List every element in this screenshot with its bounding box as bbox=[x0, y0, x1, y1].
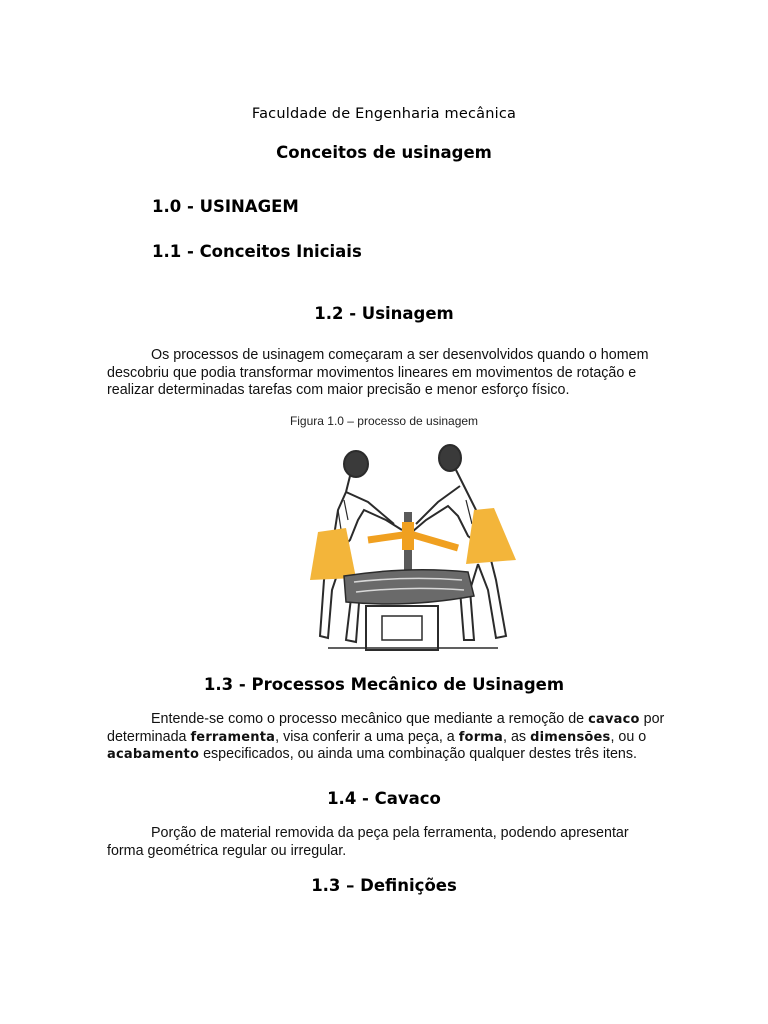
document-title: Conceitos de usinagem bbox=[276, 143, 492, 162]
term-dimensoes: dimensões bbox=[530, 729, 611, 745]
section-heading-1-2: 1.2 - Usinagem bbox=[314, 304, 454, 323]
paragraph-processos-text-2: por determinada bbox=[107, 711, 665, 745]
drill-grip-shape bbox=[402, 522, 414, 550]
section-heading-1-1: 1.1 - Conceitos Iniciais bbox=[152, 242, 362, 261]
paragraph-processos-text-4: , as bbox=[503, 728, 531, 745]
paragraph-processos-text-6: especificados, ou ainda uma combinação qualquer destes três itens. bbox=[199, 746, 637, 762]
term-acabamento: acabamento bbox=[107, 747, 200, 762]
paragraph-usinagem-text: Os processos de usinagem começaram a ser desenvolvidos quando o homem descobriu que podia transformar movimentos lineares em movimentos de rotação e realizar determinadas tarefas com maior precisão e menor esforço físico. bbox=[107, 347, 649, 398]
institution-name: Faculdade de Engenharia mecânica bbox=[251, 106, 517, 122]
term-forma: forma bbox=[458, 729, 504, 745]
paragraph-cavaco bbox=[107, 825, 667, 860]
paragraph-cavaco-text: Porção de material removida da peça pela ferramenta, podendo apresentar forma geométrica regular ou irregular. bbox=[107, 825, 629, 859]
paragraph-usinagem bbox=[107, 347, 667, 400]
figure-caption: Figura 1.0 – processo de usinagem bbox=[289, 414, 479, 428]
term-cavaco: cavaco bbox=[588, 712, 640, 727]
right-skirt-shape bbox=[466, 508, 516, 564]
left-skirt-shape bbox=[310, 528, 356, 580]
paragraph-processos-text-3: , visa conferir a uma peça, a bbox=[275, 728, 459, 745]
paragraph-processos-text-1: Entende-se como o processo mecânico que mediante a remoção de bbox=[151, 711, 589, 727]
term-ferramenta: ferramenta bbox=[190, 729, 276, 745]
section-heading-definicoes: 1.3 – Definições bbox=[311, 876, 457, 895]
section-heading-1-4: 1.4 - Cavaco bbox=[327, 789, 441, 808]
section-heading-1-3: 1.3 - Processos Mecânico de Usinagem bbox=[203, 675, 565, 694]
table-shape bbox=[366, 606, 438, 650]
paragraph-processos bbox=[107, 711, 667, 764]
workpiece-shape bbox=[344, 570, 474, 604]
machining-figure-illustration bbox=[298, 440, 528, 656]
paragraph-processos-text-5: , ou o bbox=[610, 728, 647, 745]
section-heading-1-0: 1.0 - USINAGEM bbox=[152, 197, 299, 216]
